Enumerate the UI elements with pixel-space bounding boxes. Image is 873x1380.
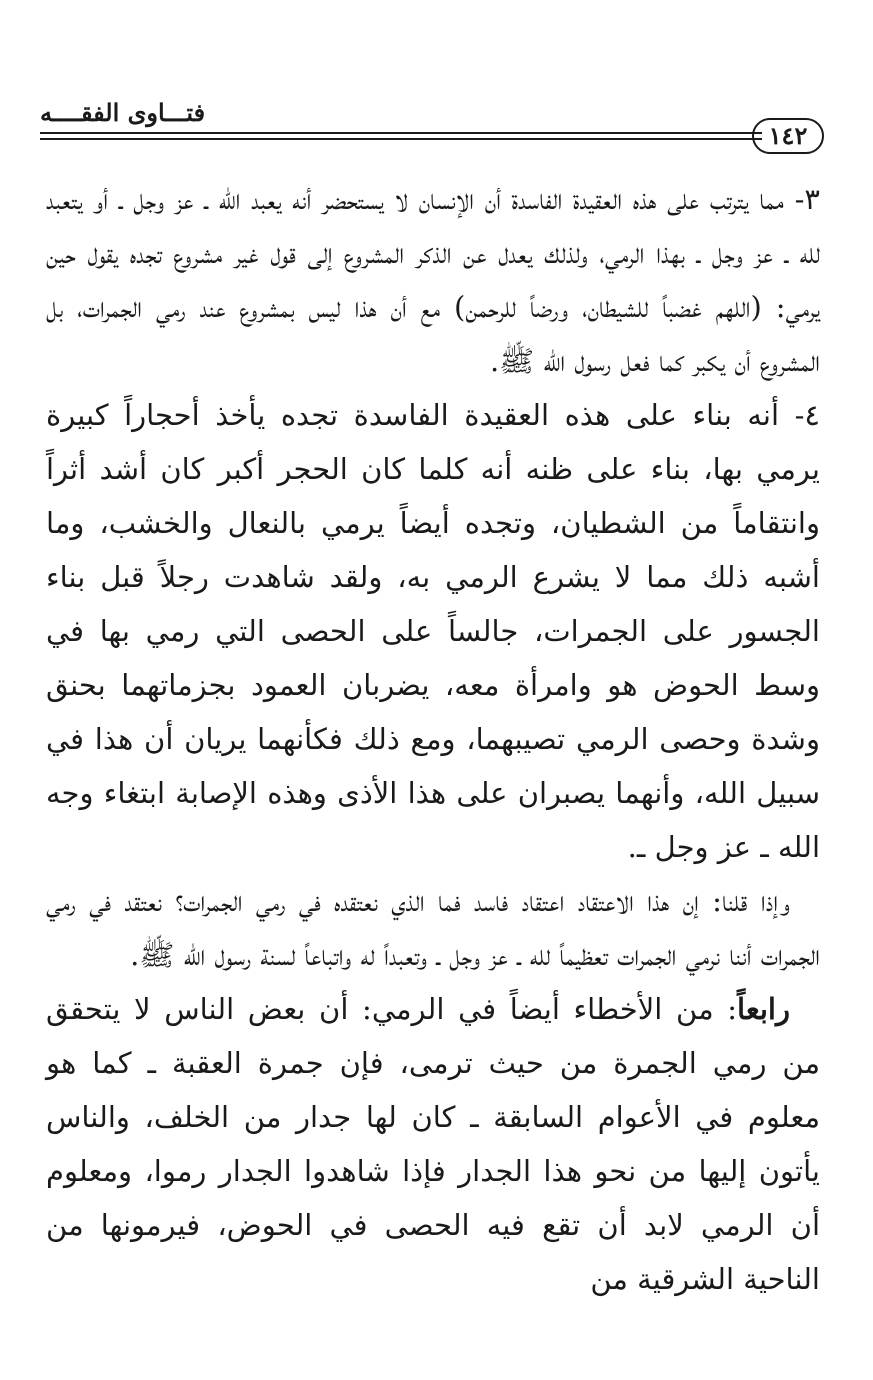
- paragraph-fourth-error: [46, 982, 820, 1306]
- page-number-frame: [752, 118, 824, 154]
- running-title: فتـــاوى الفقــــه: [40, 98, 206, 127]
- page-number: ١٤٢: [768, 121, 808, 150]
- paragraph-text: وإذا قلنا: إن هذا الاعتقاد اعتقاد فاسد فما الذي نعتقده في رمي الجمرات؟ نعتقد في رمي الجمرات أننا نرمي الجمرات تعظيماً لله ـ عز وجل ـ وتعبداً له واتباعاً لسنة رسول الله ﷺ.: [46, 884, 820, 972]
- paragraph-point-3: [46, 172, 820, 388]
- paragraph-lead: رابعاً: [737, 992, 790, 1026]
- paragraph-text: ٤- أنه بناء على هذه العقيدة الفاسدة تجده يأخذ أحجاراً كبيرة يرمي بها، بناء على ظنه أنه كلما كان الحجر أكبر كان أشد أثراً وانتقاماً من الشطيان، وتجده أيضاً يرمي بالنعال والخشب، وما أشبه ذلك مما لا يشرع الرمي به، ولقد شاهدت رجلاً قبل بناء الجسور على الجمرات، جالساً على الحصى التي رمي بها في وسط الحوض هو وامرأة معه، يضربان العمود بجزماتهما بحنق وشدة وحصى الرمي تصيبهما، ومع ذلك فكأنهما يريان أن هذا في سبيل الله، وأنهما يصبران على هذا الأذى وهذه الإصابة ابتغاء وجه الله ـ عز وجل ـ.: [46, 398, 820, 864]
- header-rule-bottom: [40, 138, 762, 140]
- header-rule-top: [40, 132, 762, 134]
- paragraph-point-4: [46, 388, 820, 874]
- paragraph-text: : من الأخطاء أيضاً في الرمي: أن بعض الناس لا يتحقق من رمي الجمرة من حيث ترمى، فإن جمرة العقبة ـ كما هو معلوم في الأعوام السابقة ـ كان لها جدار من الخلف، والناس يأتون إليها من نحو هذا الجدار فإذا شاهدوا الجدار رموا، ومعلوم أن الرمي لابد أن تقع فيه الحصى في الحوض، فيرمونها من الناحية الشرقية من: [46, 992, 820, 1296]
- paragraph-text: ٣- مما يترتب على هذه العقيدة الفاسدة أن الإنسان لا يستحضر أنه يعبد الله ـ عز وجل ـ أو يتعبد لله ـ عز وجل ـ بهذا الرمي، ولذلك يعدل عن الذكر المشروع إلى قول غير مشروع تجده يقول حين يرمي: (اللهم غضباً للشيطان، ورضاً للرحمن) مع أن هذا ليس بمشروع عند رمي الجمرات، بل المشروع أن يكبر كما فعل رسول الله ﷺ.: [46, 182, 820, 378]
- page-header: [40, 98, 824, 158]
- paragraph-correct-belief: [46, 874, 820, 982]
- body-text: [46, 172, 820, 1306]
